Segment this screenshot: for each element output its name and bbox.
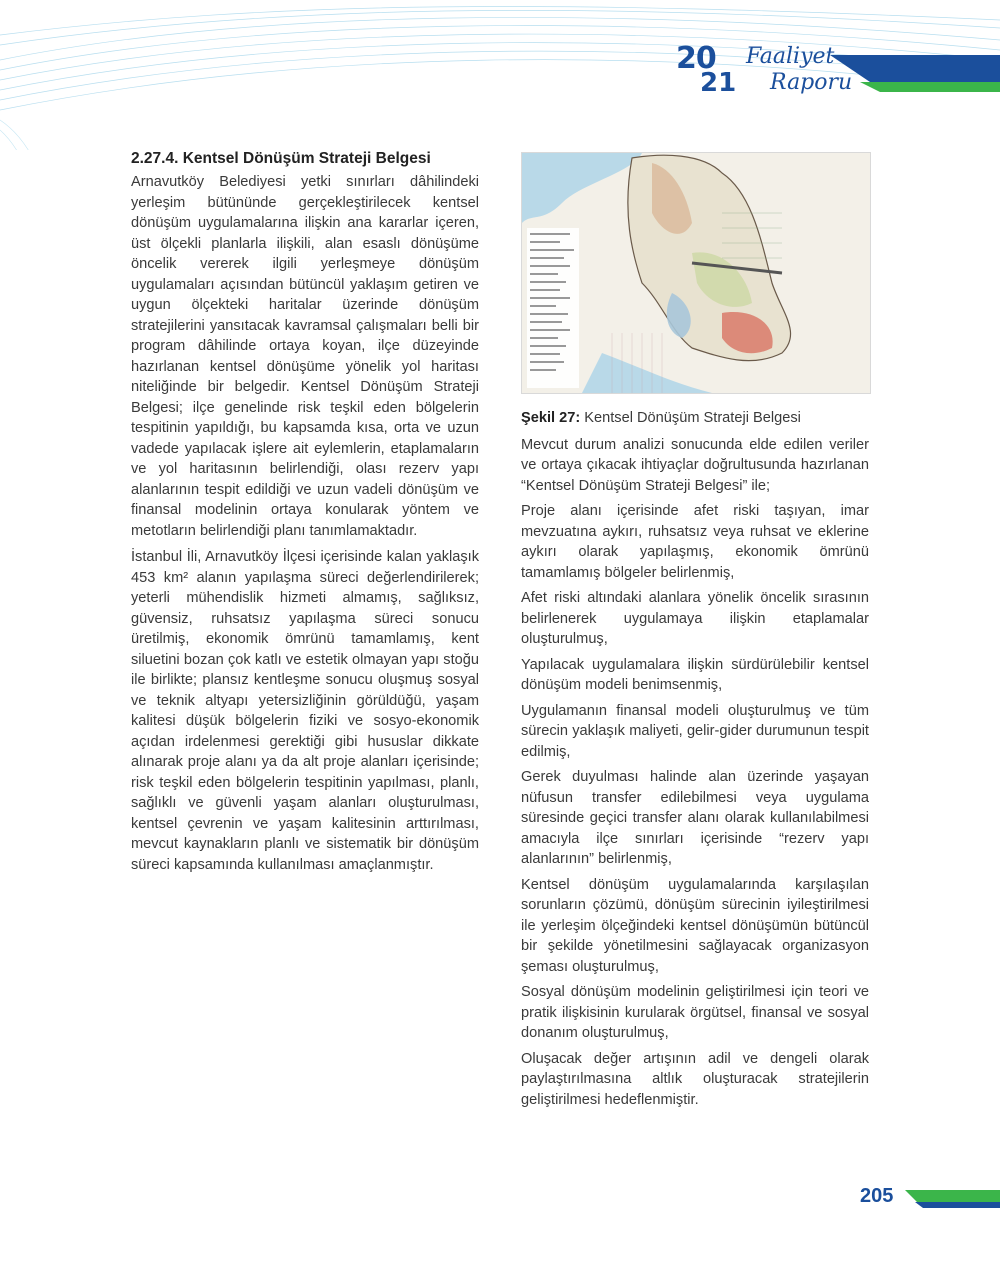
paragraph: Kentsel dönüşüm uygulamalarında karşılaşılan sorunların çözümü, dönüşüm sürecinin iyileştirilmesi ile yerleşim ölçeğindeki kentsel dönüşümün bütüncül bir şekilde yönetilmesini sağlayacak organizasyon şeması oluşturulmuş, bbox=[521, 876, 869, 975]
figure-caption-text: Kentsel Dönüşüm Strateji Belgesi bbox=[580, 410, 801, 426]
logo-year-top: 20 bbox=[676, 41, 716, 76]
figure-caption bbox=[521, 408, 869, 429]
strategy-map-image bbox=[522, 153, 870, 393]
logo-year-bottom: 21 bbox=[700, 68, 737, 98]
header-green-bar bbox=[860, 82, 1000, 92]
paragraph: Sosyal dönüşüm modelinin geliştirilmesi için teori ve pratik ilişkisinin kurularak örgütsel, finansal ve sosyal donanım oluşturulmuş, bbox=[521, 984, 869, 1041]
page-number: 205 bbox=[860, 1185, 894, 1207]
logo-word-raporu: Raporu bbox=[770, 70, 853, 95]
header-blue-bar bbox=[830, 55, 1000, 82]
figure-label: Şekil 27: bbox=[521, 410, 581, 426]
paragraph: Oluşacak değer artışının adil ve dengeli olarak paylaştırılmasına altlık oluşturacak stratejilerin geliştirilmesi hedeflenmiştir. bbox=[521, 1050, 869, 1108]
paragraph: Afet riski altındaki alanlara yönelik öncelik sırasının belirlenerek uygulamaya ilişkin etaplamalar oluşturulmuş, bbox=[521, 590, 869, 647]
paragraph: Mevcut durum analizi sonucunda elde edilen veriler ve ortaya çıkacak ihtiyaçlar doğrultusunda hazırlanan “Kentsel Dönüşüm Strateji Belgesi” ile; bbox=[521, 436, 869, 494]
strategy-map-figure bbox=[521, 152, 871, 394]
paragraph: Proje alanı içerisinde afet riski taşıyan, imar mevzuatına aykırı, ruhsatsız veya ruhsat ve eklerine aykırı olarak yapılaşmış, ekonomik ömrünü tamamlamış bölgeler belirlenmiş, bbox=[521, 503, 869, 581]
section-title: 2.27.4. Kentsel Dönüşüm Strateji Belgesi bbox=[131, 150, 431, 167]
right-column bbox=[521, 408, 869, 1115]
paragraph: Yapılacak uygulamalara ilişkin sürdürülebilir kentsel dönüşüm modeli benimsenmiş, bbox=[521, 656, 869, 693]
page-number-bar bbox=[905, 1190, 1000, 1208]
left-column bbox=[131, 150, 479, 881]
annual-report-logo bbox=[676, 40, 853, 102]
paragraph: İstanbul İli, Arnavutköy İlçesi içerisinde kalan yaklaşık 453 km² alanın yapılaşma süreci değerlendirilerek; yeterli mühendislik hizmeti almamış, sağlıksız, güvensiz, ruhsatsız yapılaşma süreci sonucu üretilmiş, ekonomik ömrünü tamamlamış, kent siluetini bozan çok katlı ve estetik olmayan yapı stoğu ile birlikte; plansız kentleşme sonucu oluşmuş sosyal ve teknik altyapı yetersizliğinin görüldüğü, yaşam kalitesi düşük bölgelerin fiziki ve sosyo-ekonomik açıdan irdelenmesi gerektiği gibi hususlar dikkate alınarak proje alanı ya da alt proje alanları içerisinde; risk teşkil eden bölgelerin tespitinin yapılması, planlı, sağlıklı ve güvenli yaşam alanları oluşturulması, kentsel çevrenin ve yaşam kalitesinin arttırılması, mevcut kaynakların planlı ve sistematik bir dönüşüm süreci kapsamında kullanılması amaçlanmıştır. bbox=[131, 549, 479, 873]
paragraph: Uygulamanın finansal modeli oluşturulmuş ve tüm sürecin yaklaşık maliyeti, gelir-gider durumunun tespit edilmiş, bbox=[521, 702, 869, 760]
logo-word-faaliyet: Faaliyet bbox=[746, 44, 835, 69]
paragraph: Gerek duyulması halinde alan üzerinde yaşayan nüfusun transfer edilebilmesi veya uygulama süresinde geçici transfer alanı olarak kullanılabilmesi amacıyla ilçe sınırları içerisinde “rezerv yapı alanlarının” belirlenmiş, bbox=[521, 769, 869, 867]
paragraph: Arnavutköy Belediyesi yetki sınırları dâhilindeki yerleşim bütününde gerçekleştirilecek kentsel dönüşüm uygulamalarına ilişkin ana kararlar içeren, üst ölçekli planlarla ilişkili, alan esaslı dönüşüme öncelik vererek ilgili yerleşmeye dönüşüm uygulamaları açısından bütüncül yaklaşım getiren ve uygun ölçekteki haritalar üzerinde dönüşüm stratejilerini yansıtacak kavramsal çalışmaları belli bir program dâhilinde ortaya koyan, ilçe düzeyinde hazırlanan kentsel dönüşüme yönelik yol haritası niteliğinde bir belgedir. Kentsel Dönüşüm Strateji Belgesi; ilçe genelinde risk teşkil eden bölgelerin tespitinin yapıldığı, bu kapsamda kısa, orta ve uzun vadede yapılacak işlere ait eylemlerin, etaplamaların ve yol haritasının belirlendiği, olası rezerv yapı alanlarının tespit edildiği ve uzun vadeli dönüşüm ve finansal modelinin ortaya konularak yöntem ve metotların belirlendiği planı tanımlamaktadır. bbox=[131, 174, 479, 539]
